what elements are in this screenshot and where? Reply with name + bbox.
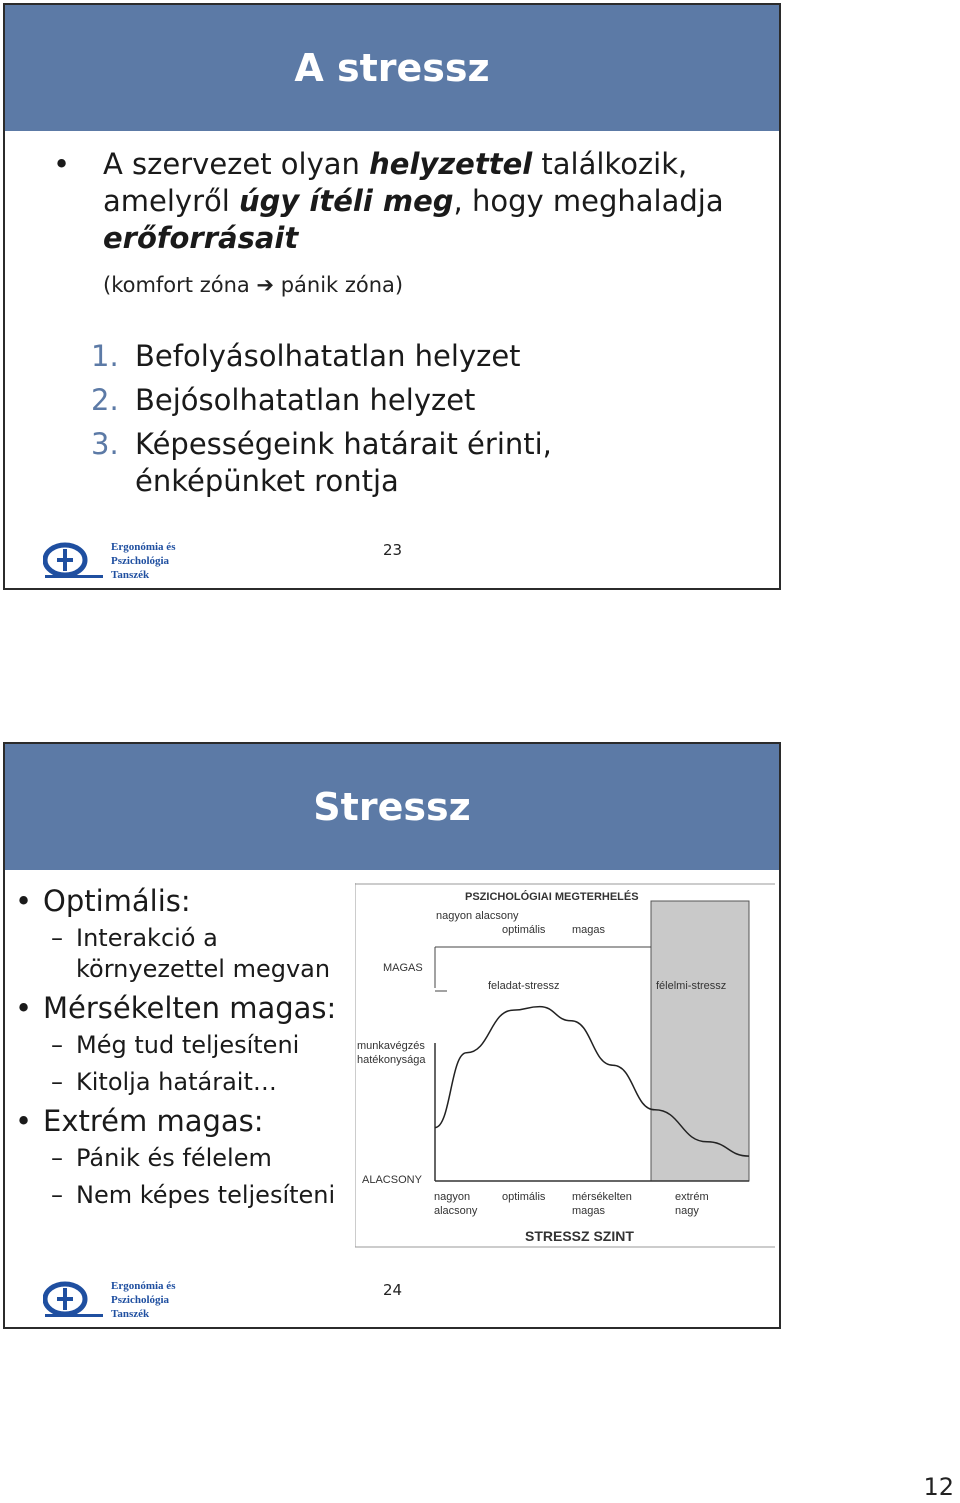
sub-bullet-text: Kitolja határait… [76,1068,277,1096]
sub-bullet-item [15,1030,360,1061]
bullet-item [15,1104,360,1138]
logo-line-3: Tanszék [111,569,150,581]
bullet-text: Optimális: [43,884,191,918]
y-axis-label: munkavégzés [357,1040,425,1052]
list-text: Befolyásolhatatlan helyzet [135,339,521,373]
slide-number: 23 [383,541,403,559]
bullet-dot: • [15,884,33,918]
top-label: optimális [502,924,546,936]
logo-line-1: Ergonómia és [111,541,176,553]
logo-line-2: Pszichológia [111,1294,170,1306]
text-run: találkozik, amelyről [103,147,688,218]
list-item [91,382,605,419]
x-tick-label: nagy [675,1205,699,1217]
sub-bullet-item [15,923,360,985]
bullet-text: Extrém magas: [43,1104,264,1138]
dash: – [51,1068,63,1096]
dash: – [51,1031,63,1059]
y-high-label: MAGAS [383,962,423,974]
sub-bullet-item [15,1180,360,1211]
list-text: Képességeink határait érinti, énképünket rontja [135,427,552,498]
top-label: magas [572,924,606,936]
bullet-item [15,884,360,918]
bullet-dot: • [53,147,71,181]
emphasized-text: erőforrásait [103,221,299,255]
bullet-dot: • [15,991,33,1025]
list-text: Bejósolhatatlan helyzet [135,383,476,417]
x-tick-label: nagyon [434,1191,471,1203]
text-run: A szervezet olyan [103,147,370,181]
bullet-item [15,991,360,1025]
slide-24 [3,742,781,1329]
panic-zone-shade [651,901,749,1181]
x-axis-label: STRESSZ SZINT [525,1228,634,1244]
x-tick-label: optimális [502,1191,546,1203]
emphasized-text: úgy ítéli meg [239,184,454,218]
list-number: 3. [91,427,119,461]
x-tick-label: alacsony [434,1205,478,1217]
text-run: , hogy meghaladja [453,184,724,218]
dash: – [51,1144,63,1172]
zone-label: feladat-stressz [488,980,560,992]
list-number: 2. [91,383,119,417]
logo-line-3: Tanszék [111,1308,150,1320]
logo-line-1: Ergonómia és [111,1280,176,1292]
logo-line-2: Pszichológia [111,555,170,567]
emphasized-text: helyzettel [369,147,533,181]
list-number: 1. [91,339,119,373]
bullet-dot: • [15,1104,33,1138]
slide-number: 24 [383,1281,403,1299]
bullet-list [15,884,360,1217]
department-logo [43,537,193,583]
sub-bullet-item [15,1143,360,1174]
zone-label: félelmi-stressz [656,980,727,992]
main-bullet-text [103,146,753,257]
dash: – [51,1181,63,1209]
zone-note: (komfort zóna ➔ pánik zóna) [103,273,404,297]
x-tick-label: mérsékelten [572,1191,632,1203]
sub-bullet-text: Pánik és félelem [76,1144,272,1172]
slide-title: Stressz [5,744,779,870]
page-number: 12 [923,1473,954,1501]
chart-title: PSZICHOLÓGIAI MEGTERHELÉS [465,891,639,903]
list-item [91,338,605,375]
dash: – [51,924,63,952]
slide-23 [3,3,781,590]
x-tick-label: extrém [675,1191,709,1203]
bullet-text: Mérsékelten magas: [43,991,337,1025]
sub-bullet-text: Nem képes teljesíteni [76,1181,336,1209]
numbered-list [91,338,605,507]
top-label: nagyon alacsony [436,910,519,922]
sub-bullet-item [15,1067,360,1098]
sub-bullet-text: Még tud teljesíteni [76,1031,300,1059]
y-axis-label: hatékonysága [357,1054,426,1066]
y-low-label: ALACSONY [362,1174,422,1186]
department-logo [43,1276,193,1322]
x-tick-label: magas [572,1205,606,1217]
list-item [91,426,605,500]
slide-title: A stressz [5,5,779,131]
sub-bullet-text: Interakció a környezettel megvan [76,924,331,983]
stress-performance-chart [355,883,780,1253]
